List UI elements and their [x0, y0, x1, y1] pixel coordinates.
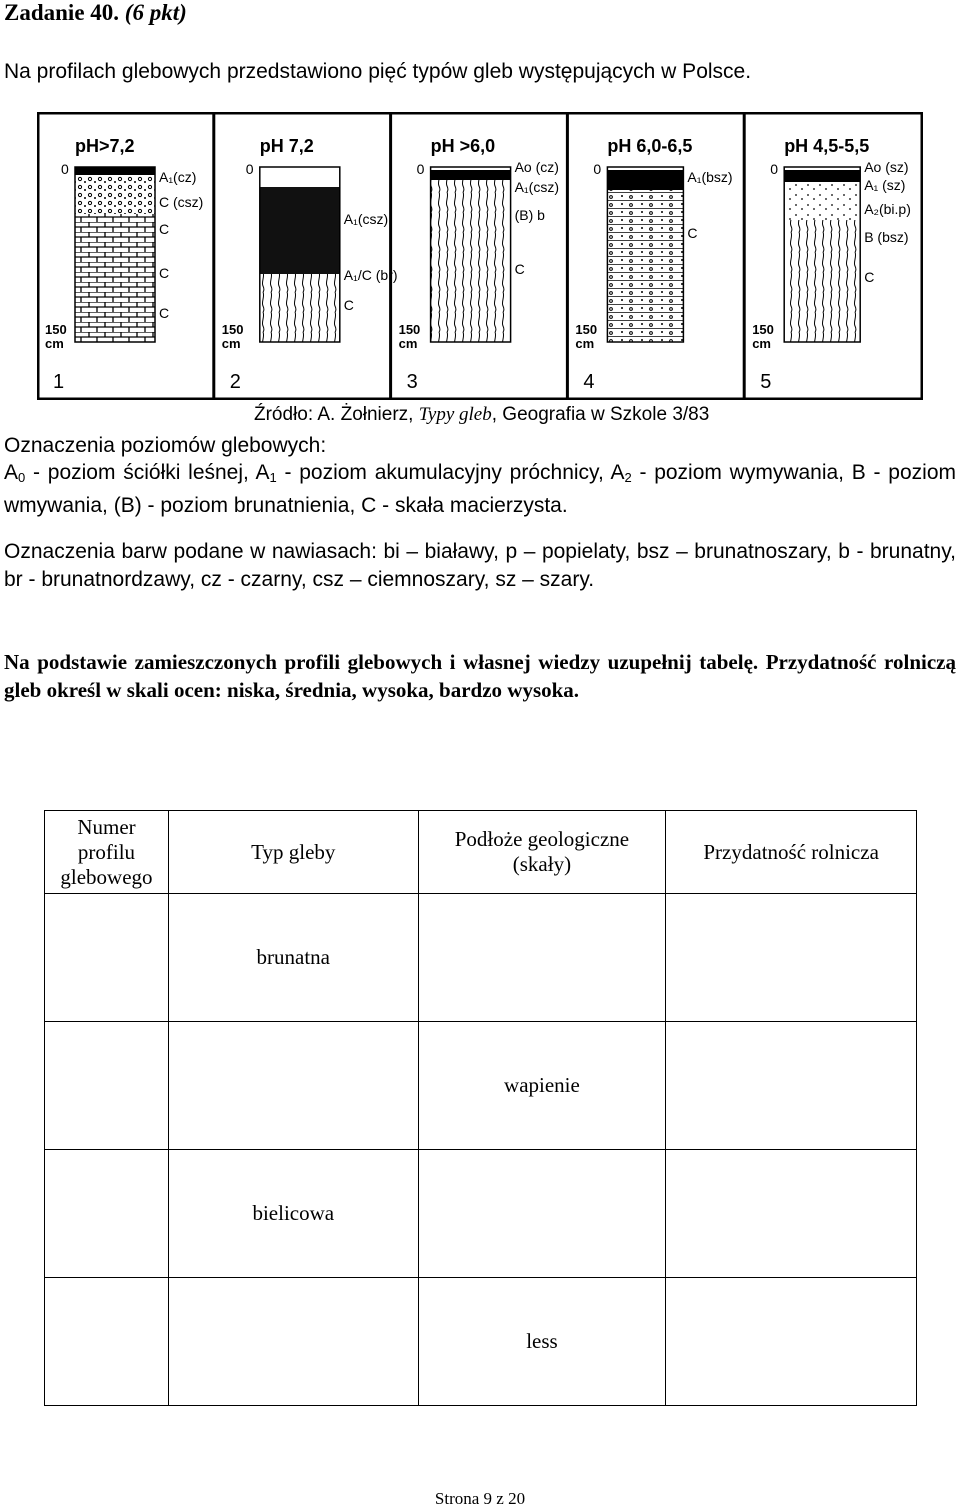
cell-profile-number[interactable] — [45, 1022, 169, 1150]
cell-bedrock[interactable] — [418, 1150, 666, 1278]
table-row — [45, 1022, 917, 1150]
cell-profile-number[interactable] — [45, 894, 169, 1022]
table-row — [45, 1278, 917, 1406]
soil-horizon — [75, 214, 155, 342]
depth-unit-label: cm — [221, 336, 241, 351]
table-row — [45, 1150, 917, 1278]
source-note: Źródło: A. Żołnierz, Typy gleb, Geografia w Szkole 3/83 — [254, 404, 710, 425]
horizon-label: A₁/C (br) — [343, 267, 398, 283]
header-bedrock: Podłoże geologiczne (skały) — [418, 811, 666, 894]
cell-bedrock[interactable] — [418, 894, 666, 1022]
horizon-label: Ao (sz) — [864, 159, 909, 175]
cell-profile-number[interactable] — [45, 1150, 169, 1278]
depth-bottom-label: 150 — [398, 322, 421, 337]
task-number: Zadanie 40. — [4, 0, 120, 25]
depth-unit-label: cm — [398, 336, 418, 351]
header-usefulness: Przydatność rolnicza — [666, 811, 917, 894]
depth-top-label: 0 — [593, 161, 602, 177]
profile-number: 4 — [583, 371, 595, 393]
horizon-label: (B) b — [514, 207, 545, 223]
cell-bedrock: wapienie — [418, 1022, 666, 1150]
horizon-label: C — [159, 221, 170, 237]
horizon-label: C — [514, 261, 525, 277]
horizon-label: B (bsz) — [864, 229, 909, 245]
legend-heading: Oznaczenia poziomów glebowych: — [4, 434, 327, 457]
horizon-label: C — [343, 297, 354, 313]
soil-horizon — [75, 175, 155, 214]
profile-number: 2 — [229, 371, 241, 393]
legend-colors: Oznaczenia barw podane w nawiasach: bi – białawy, p – popielaty, bsz – brunatnoszary, b - brunatny, br - brunatnordzawy, cz - czarny, csz – ciemnoszary, sz – szary. — [4, 540, 956, 591]
depth-bottom-label: 150 — [221, 322, 244, 337]
depth-unit-label: cm — [575, 336, 595, 351]
ph-label: pH 4,5-5,5 — [784, 136, 870, 156]
depth-top-label: 0 — [245, 161, 254, 177]
cell-usefulness[interactable] — [666, 894, 917, 1022]
depth-bottom-label: 150 — [45, 322, 67, 337]
intro-text: Na profilach glebowych przedstawiono pięć typów gleb występujących w Polsce. — [4, 60, 752, 83]
soil-horizon — [607, 190, 683, 342]
soil-horizon — [784, 220, 860, 342]
soil-horizon — [784, 182, 860, 220]
horizon-label: A₁ (sz) — [864, 177, 906, 193]
horizon-label: C — [864, 269, 875, 285]
cell-bedrock: less — [418, 1278, 666, 1406]
cell-soil-type[interactable] — [168, 1278, 418, 1406]
cell-usefulness[interactable] — [666, 1278, 917, 1406]
ph-label: pH 6,0-6,5 — [607, 136, 693, 156]
horizon-label: A₁(csz) — [343, 211, 389, 227]
ph-label: pH >6,0 — [430, 136, 496, 156]
horizon-label: A₁(cz) — [159, 169, 197, 185]
depth-bottom-label: 150 — [752, 322, 774, 337]
horizon-label: C — [159, 265, 170, 281]
horizon-label: C (csz) — [159, 194, 204, 210]
soil-horizon — [260, 167, 340, 187]
ph-label: pH>7,2 — [75, 136, 135, 156]
header-profile-number: Numer profilu glebowego — [45, 811, 169, 894]
answer-table — [44, 810, 917, 1406]
horizon-label: A₁(csz) — [514, 179, 559, 195]
cell-usefulness[interactable] — [666, 1022, 917, 1150]
soil-horizon — [784, 170, 860, 182]
soil-horizon — [431, 170, 511, 180]
ph-label: pH 7,2 — [259, 136, 314, 156]
depth-bottom-label: 150 — [575, 322, 598, 337]
cell-usefulness[interactable] — [666, 1150, 917, 1278]
soil-horizon — [260, 274, 340, 342]
legend-horizons: $A_0$ - poziom ściółki leśnej, $A_1$ - poziom akumulacyjny próchnicy, $A_2$ - poziom wymywania, B - poziom wmywania, (B) - poziom brunatnienia, C - skała macierzysta. — [4, 461, 956, 517]
cell-soil-type: brunatna — [168, 894, 418, 1022]
depth-unit-label: cm — [45, 336, 64, 351]
task-instructions: Na podstawie zamieszczonych profili glebowych i własnej wiedzy uzupełnij tabelę. Przydatność rolniczą gleb określ w skali ocen: niska, średnia, wysoka, bardzo wysoka. — [4, 650, 956, 702]
profile-number: 3 — [406, 371, 418, 393]
page-footer: Strona 9 z 20 — [434, 1489, 526, 1508]
cell-soil-type: bielicowa — [168, 1150, 418, 1278]
table-row — [45, 894, 917, 1022]
profile-number: 1 — [53, 371, 65, 393]
table-header-row — [45, 811, 917, 894]
horizon-label: A₂(bi.p) — [864, 201, 911, 217]
soil-horizon — [431, 180, 511, 342]
horizon-label: Ao (cz) — [514, 159, 559, 175]
soil-horizon — [607, 170, 683, 190]
source-title: Typy gleb — [418, 404, 492, 425]
profile-number: 5 — [760, 371, 772, 393]
depth-top-label: 0 — [61, 161, 69, 177]
cell-soil-type[interactable] — [168, 1022, 418, 1150]
soil-profiles-figure — [37, 112, 923, 400]
depth-top-label: 0 — [416, 161, 425, 177]
horizon-label: A₁(bsz) — [687, 169, 733, 185]
horizon-label: C — [687, 225, 698, 241]
header-soil-type: Typ gleby — [168, 811, 418, 894]
depth-top-label: 0 — [770, 161, 778, 177]
horizon-label: C — [159, 305, 170, 321]
task-points: (6 pkt) — [124, 0, 187, 25]
cell-profile-number[interactable] — [45, 1278, 169, 1406]
depth-unit-label: cm — [752, 336, 771, 351]
soil-horizon — [75, 167, 155, 175]
soil-horizon — [260, 187, 340, 274]
task-title — [4, 0, 187, 26]
